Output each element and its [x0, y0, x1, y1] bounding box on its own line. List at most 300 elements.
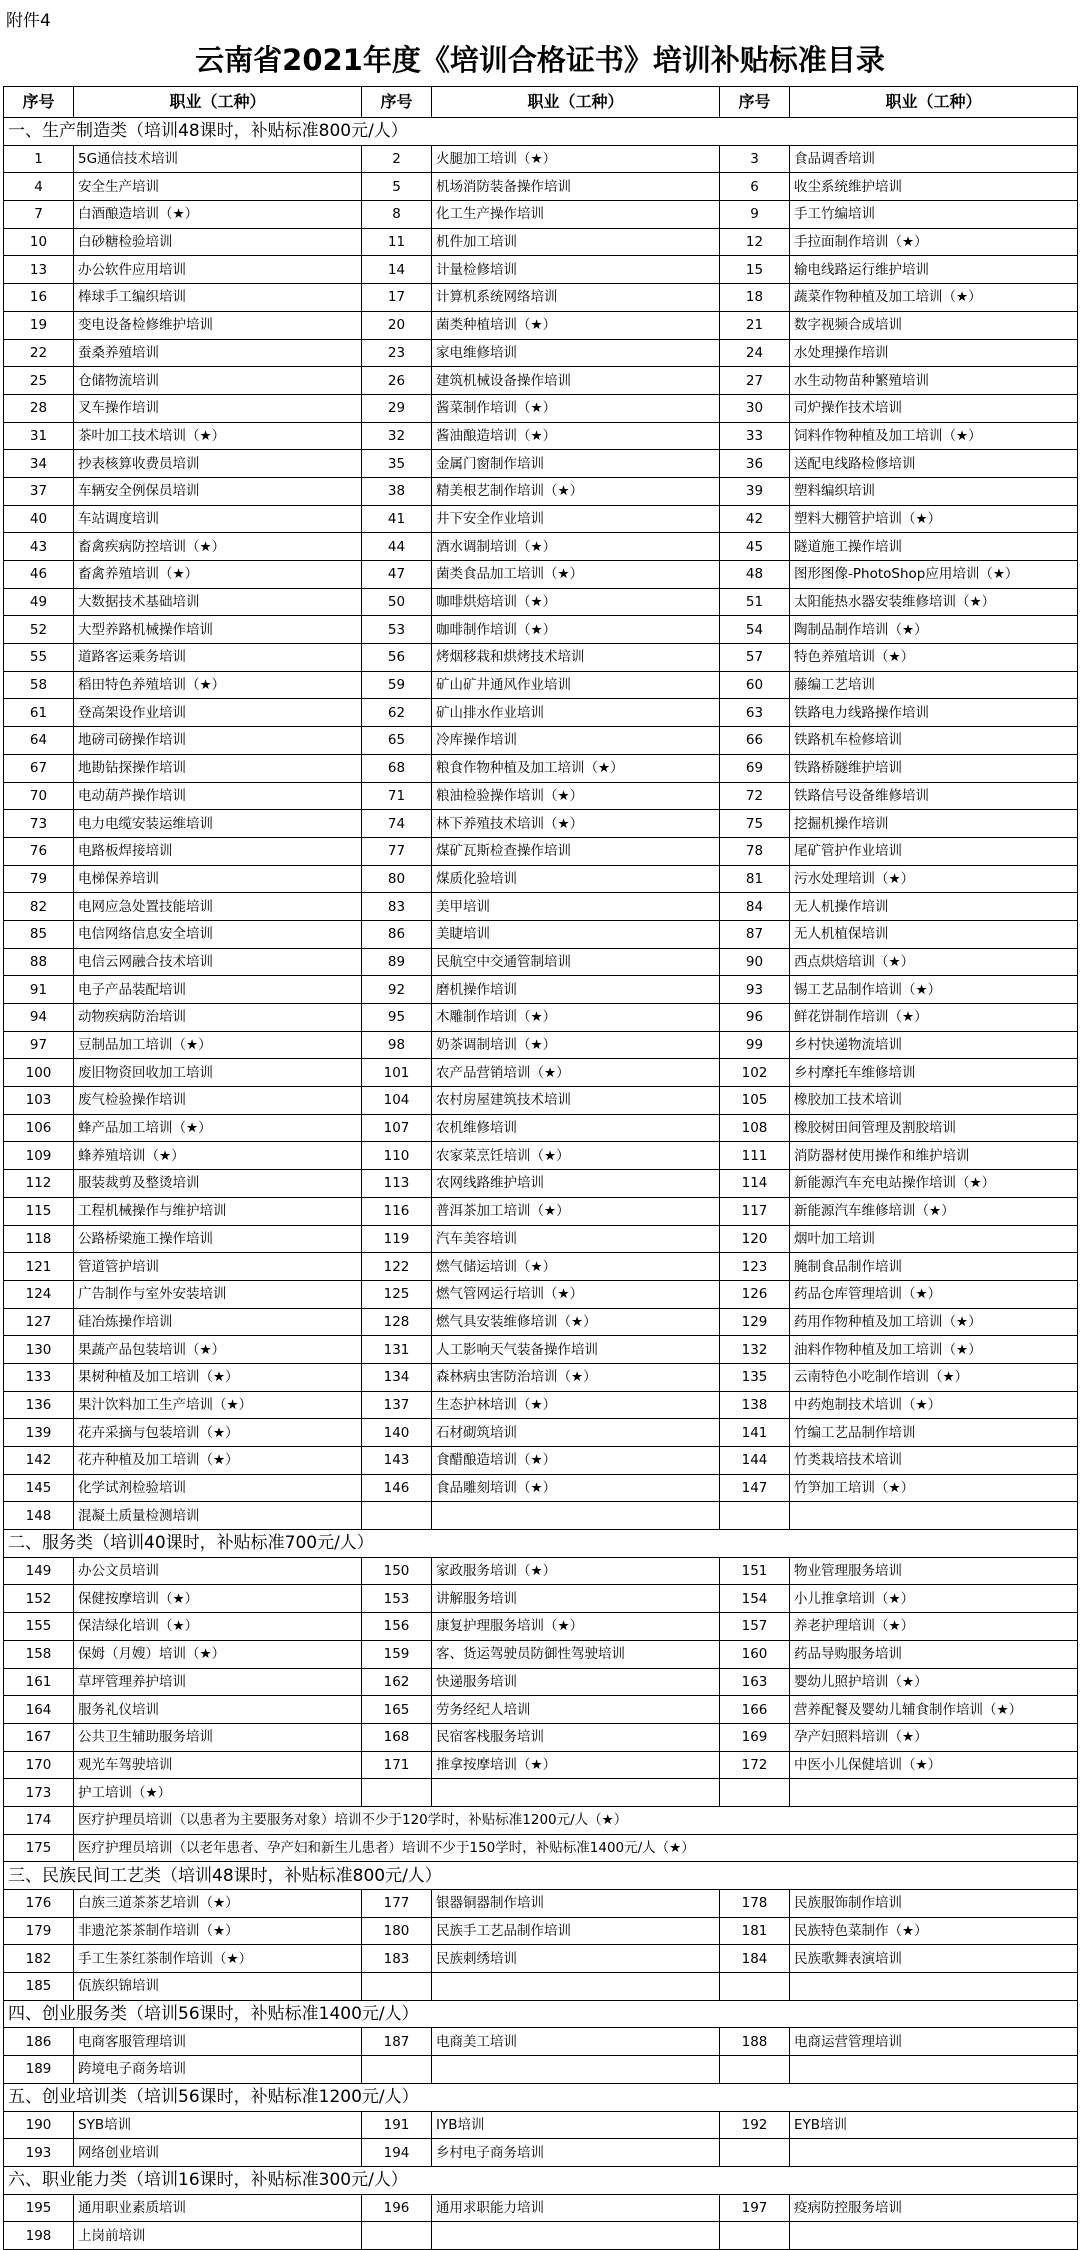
item-job: 森林病虫害防治培训（★）	[432, 1363, 720, 1391]
item-no: 50	[362, 588, 432, 616]
category-row	[4, 1530, 1078, 1558]
item-job: 计算机系统网络培训	[432, 284, 720, 312]
item-no: 72	[720, 782, 790, 810]
item-no: 33	[720, 422, 790, 450]
item-job: 医疗护理员培训（以老年患者、孕产妇和新生儿患者）培训不少于150学时，补贴标准1400元/人（★）	[74, 1834, 1078, 1862]
item-job: 林下养殖技术培训（★）	[432, 810, 720, 838]
table-row	[4, 2194, 1078, 2222]
item-job: 奶茶调制培训（★）	[432, 1031, 720, 1059]
table-row	[4, 1004, 1078, 1032]
item-job: 果蔬产品包装培训（★）	[74, 1336, 362, 1364]
table-row	[4, 727, 1078, 755]
item-job: 人工影响天气装备操作培训	[432, 1336, 720, 1364]
item-no: 59	[362, 671, 432, 699]
item-no: 65	[362, 727, 432, 755]
item-job: 铁路桥隧维护培训	[790, 754, 1078, 782]
item-no: 133	[4, 1363, 74, 1391]
item-no: 101	[362, 1059, 432, 1087]
item-no: 71	[362, 782, 432, 810]
category-row	[4, 118, 1078, 146]
item-no: 24	[720, 339, 790, 367]
item-job: 石材砌筑培训	[432, 1419, 720, 1447]
category-title: 三、民族民间工艺类（培训48课时，补贴标准800元/人）	[4, 1862, 1078, 1890]
table-row	[4, 505, 1078, 533]
item-job: 咖啡制作培训（★）	[432, 616, 720, 644]
item-no: 191	[362, 2111, 432, 2139]
item-no: 78	[720, 837, 790, 865]
table-row	[4, 422, 1078, 450]
item-no: 18	[720, 284, 790, 312]
item-job: 汽车美容培训	[432, 1225, 720, 1253]
table-row	[4, 1585, 1078, 1613]
item-no: 148	[4, 1502, 74, 1530]
item-no: 6	[720, 173, 790, 201]
item-job: 计量检修培训	[432, 256, 720, 284]
item-no: 34	[4, 450, 74, 478]
item-job: 道路客运乘务培训	[74, 644, 362, 672]
header-no: 序号	[4, 87, 74, 118]
item-job: 手拉面制作培训（★）	[790, 228, 1078, 256]
item-no: 119	[362, 1225, 432, 1253]
table-row	[4, 671, 1078, 699]
item-job: 保洁绿化培训（★）	[74, 1613, 362, 1641]
item-no: 107	[362, 1114, 432, 1142]
item-no: 184	[720, 1945, 790, 1973]
item-job: 尾矿管护作业培训	[790, 837, 1078, 865]
item-no: 90	[720, 948, 790, 976]
item-no: 171	[362, 1751, 432, 1779]
item-job: 大型养路机械操作培训	[74, 616, 362, 644]
item-job: 办公文员培训	[74, 1557, 362, 1585]
table-row	[4, 1391, 1078, 1419]
item-job: 民族刺绣培训	[432, 1945, 720, 1973]
item-job: 茶叶加工技术培训（★）	[74, 422, 362, 450]
item-no: 179	[4, 1917, 74, 1945]
item-no: 96	[720, 1004, 790, 1032]
header-job: 职业（工种）	[432, 87, 720, 118]
item-job: 污水处理培训（★）	[790, 865, 1078, 893]
item-no: 98	[362, 1031, 432, 1059]
table-row	[4, 1280, 1078, 1308]
item-job: 孕产妇照料培训（★）	[790, 1723, 1078, 1751]
item-no: 69	[720, 754, 790, 782]
item-job: 电商客服管理培训	[74, 2028, 362, 2056]
item-no: 193	[4, 2139, 74, 2167]
item-no: 198	[4, 2222, 74, 2250]
item-no: 174	[4, 1806, 74, 1834]
item-job: 建筑机械设备操作培训	[432, 367, 720, 395]
item-job: 化学试剂检验培训	[74, 1474, 362, 1502]
item-no: 127	[4, 1308, 74, 1336]
item-no: 185	[4, 1973, 74, 2001]
item-no: 132	[720, 1336, 790, 1364]
table-row	[4, 893, 1078, 921]
item-no: 94	[4, 1004, 74, 1032]
item-job: 隧道施工操作培训	[790, 533, 1078, 561]
item-no: 73	[4, 810, 74, 838]
category-row	[4, 2083, 1078, 2111]
item-no: 9	[720, 201, 790, 229]
table-row	[4, 367, 1078, 395]
attachment-label: 附件4	[6, 11, 51, 31]
table-row	[4, 1114, 1078, 1142]
item-no: 58	[4, 671, 74, 699]
item-job	[432, 1779, 720, 1807]
table-row	[4, 1419, 1078, 1447]
item-no: 138	[720, 1391, 790, 1419]
item-no: 10	[4, 228, 74, 256]
item-no: 35	[362, 450, 432, 478]
item-no: 55	[4, 644, 74, 672]
item-job: 精美根艺制作培训（★）	[432, 477, 720, 505]
table-row	[4, 976, 1078, 1004]
table-row	[4, 1363, 1078, 1391]
item-no	[362, 1779, 432, 1807]
item-no: 192	[720, 2111, 790, 2139]
item-no: 67	[4, 754, 74, 782]
item-job: 油料作物种植及加工培训（★）	[790, 1336, 1078, 1364]
item-no: 45	[720, 533, 790, 561]
item-no: 5	[362, 173, 432, 201]
item-job: 农村房屋建筑技术培训	[432, 1087, 720, 1115]
item-job	[790, 1779, 1078, 1807]
item-no: 21	[720, 311, 790, 339]
item-job: 保姆（月嫂）培训（★）	[74, 1640, 362, 1668]
item-no: 62	[362, 699, 432, 727]
item-job: 混凝土质量检测培训	[74, 1502, 362, 1530]
item-no: 139	[4, 1419, 74, 1447]
item-no: 170	[4, 1751, 74, 1779]
item-job: 白酒酿造培训（★）	[74, 201, 362, 229]
item-job: 蜂养殖培训（★）	[74, 1142, 362, 1170]
item-job: 花卉采摘与包装培训（★）	[74, 1419, 362, 1447]
table-row	[4, 1806, 1078, 1834]
item-no: 75	[720, 810, 790, 838]
item-no: 31	[4, 422, 74, 450]
item-no: 89	[362, 948, 432, 976]
table-row	[4, 1945, 1078, 1973]
item-job: 乡村快递物流培训	[790, 1031, 1078, 1059]
item-job: 菌类种植培训（★）	[432, 311, 720, 339]
item-job: 藤编工艺培训	[790, 671, 1078, 699]
item-job: 火腿加工培训（★）	[432, 145, 720, 173]
item-job: 佤族织锦培训	[74, 1973, 362, 2001]
item-job: 竹编工艺品制作培训	[790, 1419, 1078, 1447]
item-no: 189	[4, 2056, 74, 2084]
subsidy-table	[3, 86, 1078, 2250]
item-job	[432, 1502, 720, 1530]
item-job: 快递服务培训	[432, 1668, 720, 1696]
item-no: 163	[720, 1668, 790, 1696]
item-job: 民族歌舞表演培训	[790, 1945, 1078, 1973]
table-row	[4, 173, 1078, 201]
item-no: 70	[4, 782, 74, 810]
table-row	[4, 311, 1078, 339]
item-no: 12	[720, 228, 790, 256]
item-job: 饲料作物种植及加工培训（★）	[790, 422, 1078, 450]
item-no: 109	[4, 1142, 74, 1170]
item-no	[720, 2222, 790, 2250]
item-no: 172	[720, 1751, 790, 1779]
item-job: 酒水调制培训（★）	[432, 533, 720, 561]
category-row	[4, 2000, 1078, 2028]
item-job: 地勘钻探操作培训	[74, 754, 362, 782]
item-job: 手工生茶红茶制作培训（★）	[74, 1945, 362, 1973]
item-job: 电梯保养培训	[74, 865, 362, 893]
item-job: 收尘系统维护培训	[790, 173, 1078, 201]
item-job: 菌类食品加工培训（★）	[432, 561, 720, 589]
item-job: 民族手工艺品制作培训	[432, 1917, 720, 1945]
item-no: 85	[4, 920, 74, 948]
item-no: 118	[4, 1225, 74, 1253]
item-no: 135	[720, 1363, 790, 1391]
item-no: 54	[720, 616, 790, 644]
item-no: 11	[362, 228, 432, 256]
item-job: 果树种植及加工培训（★）	[74, 1363, 362, 1391]
item-no: 187	[362, 2028, 432, 2056]
item-job: 车站调度培训	[74, 505, 362, 533]
item-job: 白族三道茶茶艺培训（★）	[74, 1890, 362, 1918]
item-job: 机件加工培训	[432, 228, 720, 256]
item-job: 电路板焊接培训	[74, 837, 362, 865]
item-no: 22	[4, 339, 74, 367]
item-job: 电网应急处置技能培训	[74, 893, 362, 921]
item-job: 塑料大棚管护培训（★）	[790, 505, 1078, 533]
item-no: 40	[4, 505, 74, 533]
item-no	[362, 2222, 432, 2250]
item-job: 烟叶加工培训	[790, 1225, 1078, 1253]
item-job: 铁路信号设备维修培训	[790, 782, 1078, 810]
item-job: 磨机操作培训	[432, 976, 720, 1004]
table-row	[4, 1640, 1078, 1668]
item-job: 劳务经纪人培训	[432, 1696, 720, 1724]
item-no: 28	[4, 394, 74, 422]
item-job: 燃气储运培训（★）	[432, 1253, 720, 1281]
item-no: 68	[362, 754, 432, 782]
item-job: 服装裁剪及整烫培训	[74, 1170, 362, 1198]
item-no: 102	[720, 1059, 790, 1087]
item-job: 酱菜制作培训（★）	[432, 394, 720, 422]
item-job: 银器铜器制作培训	[432, 1890, 720, 1918]
item-no: 20	[362, 311, 432, 339]
item-no: 66	[720, 727, 790, 755]
item-no: 38	[362, 477, 432, 505]
item-no: 106	[4, 1114, 74, 1142]
item-job: 井下安全作业培训	[432, 505, 720, 533]
item-job: 地磅司磅操作培训	[74, 727, 362, 755]
item-no: 150	[362, 1557, 432, 1585]
item-job: 金属门窗制作培训	[432, 450, 720, 478]
item-no: 103	[4, 1087, 74, 1115]
category-title: 二、服务类（培训40课时，补贴标准700元/人）	[4, 1530, 1078, 1558]
item-job: 美甲培训	[432, 893, 720, 921]
item-job: 食品调香培训	[790, 145, 1078, 173]
item-no: 176	[4, 1890, 74, 1918]
item-job	[790, 2222, 1078, 2250]
item-job: 送配电线路检修培训	[790, 450, 1078, 478]
item-no: 136	[4, 1391, 74, 1419]
item-no: 165	[362, 1696, 432, 1724]
item-no: 173	[4, 1779, 74, 1807]
item-no: 162	[362, 1668, 432, 1696]
item-job: 矿山矿井通风作业培训	[432, 671, 720, 699]
item-no	[720, 1779, 790, 1807]
item-no: 121	[4, 1253, 74, 1281]
item-no: 108	[720, 1114, 790, 1142]
item-job: IYB培训	[432, 2111, 720, 2139]
item-job: 工程机械操作与维护培训	[74, 1197, 362, 1225]
table-row	[4, 2222, 1078, 2250]
table-row	[4, 810, 1078, 838]
item-job: 燃气管网运行培训（★）	[432, 1280, 720, 1308]
table-row	[4, 1087, 1078, 1115]
item-job: 电力电缆安装运维培训	[74, 810, 362, 838]
item-job: 安全生产培训	[74, 173, 362, 201]
table-row	[4, 1751, 1078, 1779]
item-job: 民族服饰制作培训	[790, 1890, 1078, 1918]
item-no: 145	[4, 1474, 74, 1502]
item-job: 新能源汽车维修培训（★）	[790, 1197, 1078, 1225]
item-job	[432, 2222, 720, 2250]
item-job: 大数据技术基础培训	[74, 588, 362, 616]
item-no: 88	[4, 948, 74, 976]
table-row	[4, 1170, 1078, 1198]
item-job: 竹笋加工培训（★）	[790, 1474, 1078, 1502]
table-row	[4, 394, 1078, 422]
table-row	[4, 1225, 1078, 1253]
page-title: 云南省2021年度《培训合格证书》培训补贴标准目录	[195, 43, 885, 77]
item-job: 疫病防控服务培训	[790, 2194, 1078, 2222]
item-job: 电子产品装配培训	[74, 976, 362, 1004]
item-no: 181	[720, 1917, 790, 1945]
item-job: 硅冶炼操作培训	[74, 1308, 362, 1336]
item-no: 146	[362, 1474, 432, 1502]
item-job: 畜禽养殖培训（★）	[74, 561, 362, 589]
table-row	[4, 782, 1078, 810]
item-job: 畜禽疾病防控培训（★）	[74, 533, 362, 561]
item-no: 49	[4, 588, 74, 616]
item-job: 废旧物资回收加工培训	[74, 1059, 362, 1087]
item-no: 2	[362, 145, 432, 173]
category-title: 五、创业培训类（培训56课时，补贴标准1200元/人）	[4, 2083, 1078, 2111]
item-no: 43	[4, 533, 74, 561]
item-job: 蚕桑养殖培训	[74, 339, 362, 367]
item-job: 农机维修培训	[432, 1114, 720, 1142]
item-no	[362, 1973, 432, 2001]
item-job: 家电维修培训	[432, 339, 720, 367]
item-no: 113	[362, 1170, 432, 1198]
item-no: 82	[4, 893, 74, 921]
item-job: 挖掘机操作培训	[790, 810, 1078, 838]
table-row	[4, 2028, 1078, 2056]
item-no: 74	[362, 810, 432, 838]
item-job: 图形图像-PhotoShop应用培训（★）	[790, 561, 1078, 589]
table-row	[4, 561, 1078, 589]
item-no: 48	[720, 561, 790, 589]
item-no: 1	[4, 145, 74, 173]
item-job: 护工培训（★）	[74, 1779, 362, 1807]
item-job: 腌制食品制作培训	[790, 1253, 1078, 1281]
item-job: 新能源汽车充电站操作培训（★）	[790, 1170, 1078, 1198]
item-no: 180	[362, 1917, 432, 1945]
item-no: 91	[4, 976, 74, 1004]
item-no: 175	[4, 1834, 74, 1862]
table-row	[4, 1336, 1078, 1364]
item-no: 47	[362, 561, 432, 589]
item-no: 151	[720, 1557, 790, 1585]
table-row	[4, 2111, 1078, 2139]
item-no: 114	[720, 1170, 790, 1198]
table-row	[4, 1197, 1078, 1225]
item-job: 养老护理培训（★）	[790, 1613, 1078, 1641]
item-job: 电信网络信息安全培训	[74, 920, 362, 948]
item-no: 188	[720, 2028, 790, 2056]
item-no: 41	[362, 505, 432, 533]
item-job: 酱油酿造培训（★）	[432, 422, 720, 450]
item-job: 农家菜烹饪培训（★）	[432, 1142, 720, 1170]
item-job: 白砂糖检验培训	[74, 228, 362, 256]
item-job	[790, 2139, 1078, 2167]
item-no: 144	[720, 1447, 790, 1475]
item-no: 57	[720, 644, 790, 672]
item-job: 果汁饮料加工生产培训（★）	[74, 1391, 362, 1419]
table-row	[4, 1059, 1078, 1087]
item-no: 26	[362, 367, 432, 395]
item-no: 95	[362, 1004, 432, 1032]
item-no: 153	[362, 1585, 432, 1613]
item-no: 120	[720, 1225, 790, 1253]
item-job: 输电线路运行维护培训	[790, 256, 1078, 284]
item-no: 4	[4, 173, 74, 201]
item-job: 家政服务培训（★）	[432, 1557, 720, 1585]
item-no: 142	[4, 1447, 74, 1475]
item-no: 15	[720, 256, 790, 284]
item-no: 194	[362, 2139, 432, 2167]
item-job: 药品仓库管理培训（★）	[790, 1280, 1078, 1308]
item-no: 152	[4, 1585, 74, 1613]
item-job: 云南特色小吃制作培训（★）	[790, 1363, 1078, 1391]
item-no: 84	[720, 893, 790, 921]
item-no: 126	[720, 1280, 790, 1308]
item-no: 123	[720, 1253, 790, 1281]
category-title: 六、职业能力类（培训16课时，补贴标准300元/人）	[4, 2166, 1078, 2194]
category-title: 四、创业服务类（培训56课时，补贴标准1400元/人）	[4, 2000, 1078, 2028]
item-job: 仓储物流培训	[74, 367, 362, 395]
item-job: 木雕制作培训（★）	[432, 1004, 720, 1032]
table-row	[4, 1502, 1078, 1530]
item-job: 讲解服务培训	[432, 1585, 720, 1613]
item-job: 无人机操作培训	[790, 893, 1078, 921]
item-no	[720, 1502, 790, 1530]
item-job: 非遗沱茶茶制作培训（★）	[74, 1917, 362, 1945]
item-job: 电动葫芦操作培训	[74, 782, 362, 810]
item-job: 煤质化验培训	[432, 865, 720, 893]
item-no: 169	[720, 1723, 790, 1751]
category-row	[4, 2166, 1078, 2194]
item-job: 蔬菜作物种植及加工培训（★）	[790, 284, 1078, 312]
item-no: 160	[720, 1640, 790, 1668]
item-job: SYB培训	[74, 2111, 362, 2139]
item-no: 158	[4, 1640, 74, 1668]
item-job: 上岗前培训	[74, 2222, 362, 2250]
item-job: 民航空中交通管制培训	[432, 948, 720, 976]
item-no: 186	[4, 2028, 74, 2056]
item-job: 数字视频合成培训	[790, 311, 1078, 339]
item-job: 电信云网融合技术培训	[74, 948, 362, 976]
item-no: 166	[720, 1696, 790, 1724]
item-job: 水生动物苗种繁殖培训	[790, 367, 1078, 395]
item-no: 60	[720, 671, 790, 699]
